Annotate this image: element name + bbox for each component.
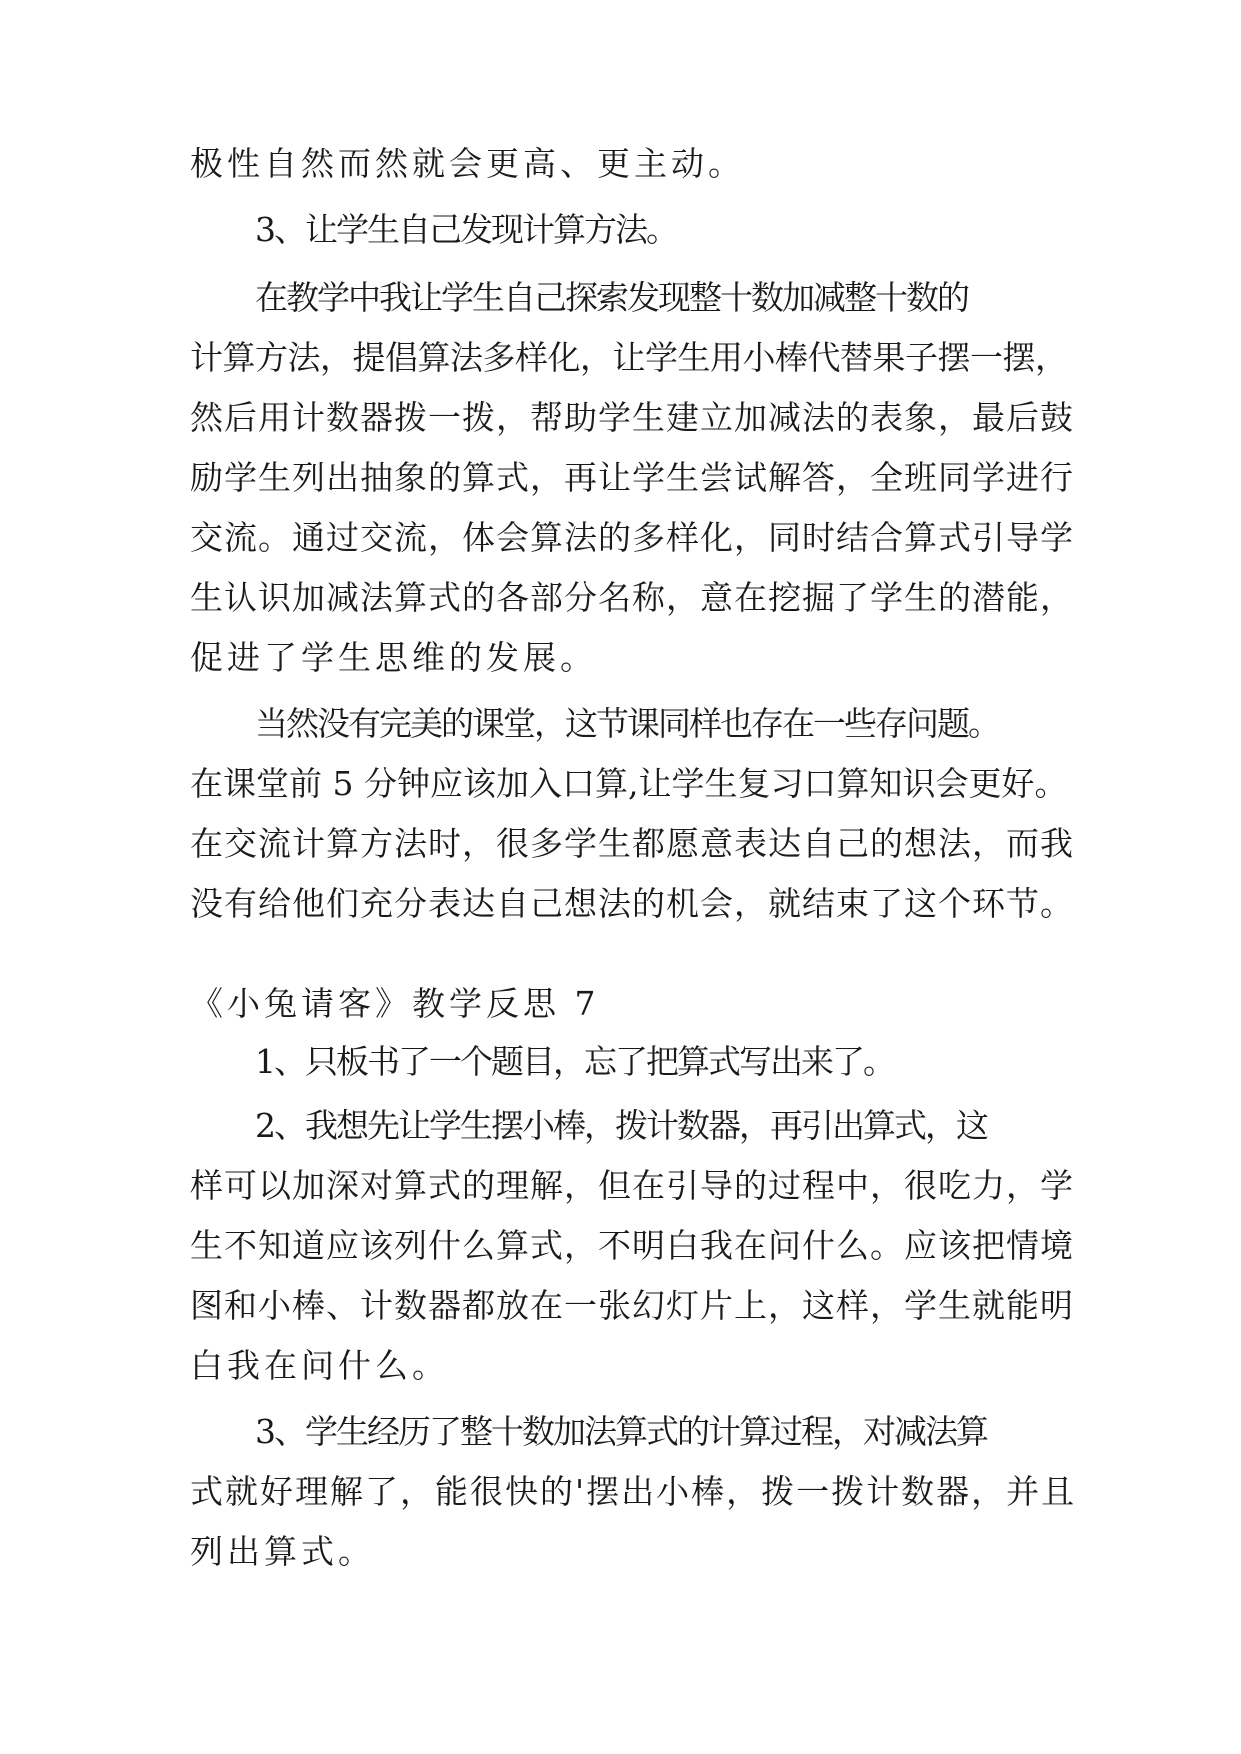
paragraph-line: 3、让学生自己发现计算方法。 [255, 210, 677, 249]
paragraph-line: 3、学生经历了整十数加法算式的计算过程，对减法算 [255, 1412, 987, 1451]
paragraph-line: 列出算式。 [190, 1532, 375, 1571]
paragraph-line: 然后用计数器拨一拨，帮助学生建立加减法的表象，最后鼓 [190, 398, 1074, 437]
paragraph-line: 在教学中我让学生自己探索发现整十数加减整十数的 [255, 278, 968, 317]
paragraph-line: 样可以加深对算式的理解，但在引导的过程中，很吃力，学 [190, 1166, 1074, 1205]
paragraph-line: 在交流计算方法时，很多学生都愿意表达自己的想法，而我 [190, 824, 1074, 863]
paragraph-line: 白我在问什么。 [190, 1346, 449, 1385]
paragraph-line: 图和小棒、计数器都放在一张幻灯片上，这样，学生就能明 [190, 1286, 1074, 1325]
paragraph-line: 在课堂前 5 分钟应该加入口算,让学生复习口算知识会更好。 [190, 764, 1068, 803]
paragraph-line: 计算方法，提倡算法多样化，让学生用小棒代替果子摆一摆， [190, 338, 1068, 377]
paragraph-line: 1、只板书了一个题目，忘了把算式写出来了。 [255, 1042, 894, 1081]
paragraph-line: 式就好理解了，能很快的'摆出小棒，拨一拨计数器，并且 [190, 1472, 1077, 1511]
paragraph-line: 生不知道应该列什么算式，不明白我在问什么。应该把情境 [190, 1226, 1074, 1265]
paragraph-line: 没有给他们充分表达自己想法的机会，就结束了这个环节。 [190, 884, 1074, 923]
paragraph-line: 促进了学生思维的发展。 [190, 638, 597, 677]
paragraph-line: 极性自然而然就会更高、更主动。 [190, 144, 745, 183]
paragraph-line: 2、我想先让学生摆小棒，拨计数器，再引出算式，这 [255, 1106, 987, 1145]
paragraph-line: 交流。通过交流，体会算法的多样化，同时结合算式引导学 [190, 518, 1074, 557]
paragraph-line: 生认识加减法算式的各部分名称，意在挖掘了学生的潜能， [190, 578, 1074, 617]
paragraph-line: 当然没有完美的课堂，这节课同样也存在一些存问题。 [255, 704, 999, 743]
section-heading: 《小兔请客》教学反思 7 [190, 984, 600, 1023]
paragraph-line: 励学生列出抽象的算式，再让学生尝试解答，全班同学进行 [190, 458, 1074, 497]
